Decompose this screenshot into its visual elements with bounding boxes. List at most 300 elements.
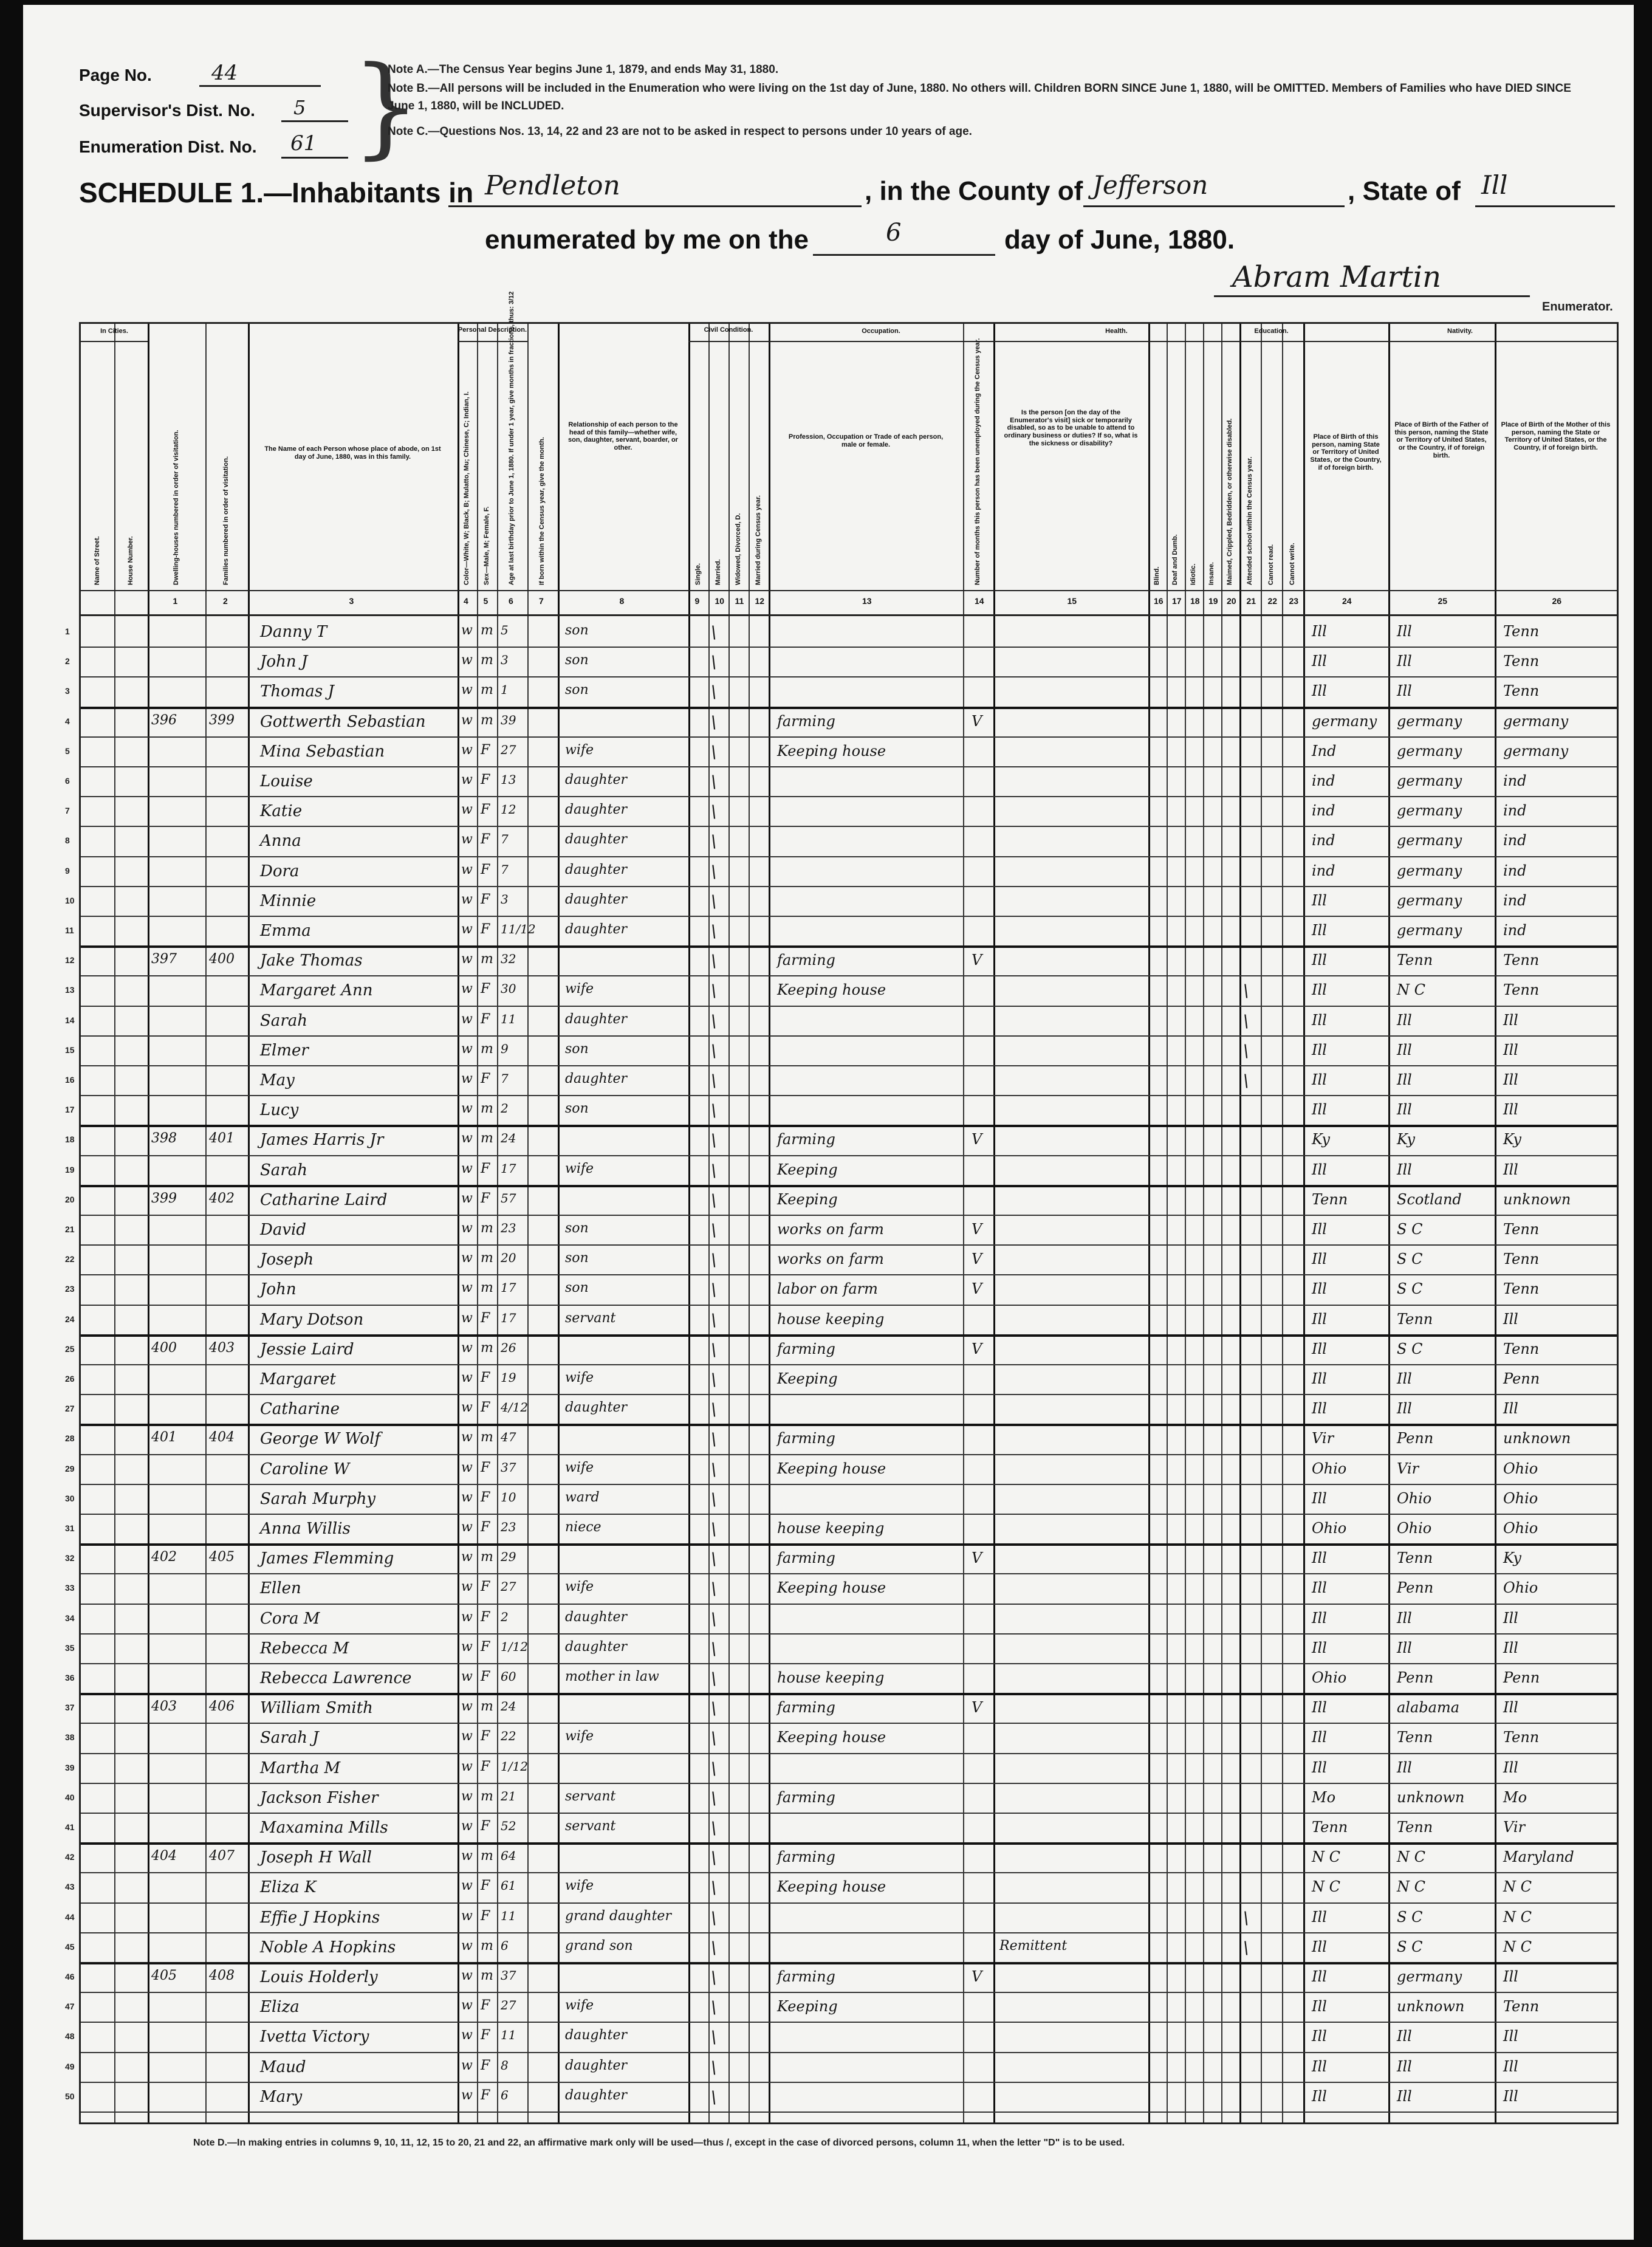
table-row	[65, 1543, 1617, 1574]
birth-place-cell: Ind	[1312, 742, 1337, 760]
relationship-cell: ward	[565, 1489, 600, 1505]
relationship-cell: son	[565, 1041, 589, 1057]
age-cell: 29	[501, 1549, 516, 1565]
person-name: Jake Thomas	[260, 952, 363, 970]
age-cell: 1/12	[501, 1758, 528, 1774]
header-rule	[1303, 341, 1617, 342]
unemployed-mark: V	[972, 1280, 982, 1298]
state-line	[1475, 205, 1615, 207]
sex-cell: F	[481, 2087, 490, 2103]
mother-birth-place-cell: Tenn	[1503, 682, 1540, 700]
table-row	[65, 1334, 1617, 1365]
civil-mark: \	[711, 1698, 717, 1719]
civil-mark: \	[711, 2027, 717, 2048]
header-insane: Insane.	[1208, 562, 1215, 585]
birth-place-cell: Ill	[1312, 2087, 1327, 2105]
age-cell: 23	[501, 1221, 516, 1235]
family-number: 406	[209, 1699, 235, 1715]
sex-cell: F	[481, 1729, 490, 1744]
color-cell: w	[461, 1609, 473, 1625]
birth-place-cell: Ill	[1312, 1310, 1327, 1328]
civil-mark: \	[711, 1878, 717, 1898]
relationship-cell: son	[565, 623, 589, 638]
age-cell: 52	[501, 1819, 516, 1833]
person-name: Thomas J	[260, 682, 334, 701]
sex-cell: m	[481, 1131, 493, 1147]
age-cell: 2	[501, 1101, 509, 1116]
sex-cell: F	[481, 1071, 490, 1086]
family-number: 407	[209, 1848, 235, 1864]
person-name: Gottwerth Sebastian	[260, 712, 426, 731]
line-number: 27	[65, 1404, 75, 1414]
civil-mark: \	[711, 1818, 717, 1838]
supervisor-district-line	[281, 120, 348, 122]
mother-birth-place-cell: N C	[1503, 1878, 1532, 1896]
table-row	[65, 1006, 1617, 1037]
sex-cell: F	[481, 772, 490, 787]
table-row	[65, 1095, 1617, 1127]
occupation-cell: Keeping house	[777, 742, 886, 760]
father-birth-place-cell: Ill	[1397, 1071, 1412, 1088]
color-cell: w	[461, 862, 473, 877]
civil-mark: \	[711, 1788, 717, 1808]
civil-mark: \	[711, 1399, 717, 1420]
color-cell: w	[461, 1788, 473, 1804]
person-name: Danny T	[260, 623, 327, 641]
color-cell: w	[461, 1908, 473, 1924]
dwelling-number: 405	[151, 1968, 177, 1983]
unemployed-mark: V	[972, 1250, 982, 1268]
sex-cell: m	[481, 952, 493, 967]
occupation-cell: farming	[777, 1549, 835, 1567]
enumerator-label: Enumerator.	[1542, 300, 1613, 314]
month-year: day of June, 1880.	[1004, 225, 1235, 255]
color-cell: w	[461, 1041, 473, 1057]
relationship-cell: servant	[565, 1819, 616, 1834]
header-married-year: Married during Census year.	[754, 495, 762, 585]
enumerator-signature: Abram Martin	[1232, 260, 1441, 294]
father-birth-place-cell: N C	[1397, 1848, 1425, 1866]
age-cell: 6	[501, 2087, 509, 2102]
civil-mark: \	[711, 1519, 717, 1539]
table-row	[65, 1305, 1617, 1337]
line-number: 11	[65, 925, 74, 935]
color-cell: w	[461, 1400, 473, 1416]
color-cell: w	[461, 1699, 473, 1715]
column-number: 2	[223, 596, 228, 606]
relationship-cell: daughter	[565, 772, 627, 787]
table-row	[65, 2082, 1617, 2113]
enumerator-line	[1214, 295, 1530, 297]
sex-cell: F	[481, 1998, 490, 2014]
table-row	[65, 1633, 1617, 1664]
dwelling-number: 399	[151, 1190, 177, 1206]
civil-mark: \	[711, 861, 717, 882]
age-cell: 39	[501, 712, 516, 727]
header-blind: Blind.	[1153, 566, 1160, 585]
father-birth-place-cell: germany	[1397, 862, 1462, 879]
mother-birth-place-cell: Ill	[1503, 1041, 1518, 1058]
line-number: 25	[65, 1343, 75, 1354]
person-name: John	[260, 1280, 296, 1299]
birth-place-cell: Ill	[1312, 653, 1327, 670]
father-birth-place-cell: Ill	[1397, 1370, 1412, 1387]
school-mark: \	[1243, 1907, 1249, 1928]
age-cell: 17	[501, 1280, 516, 1295]
civil-mark: \	[711, 1669, 717, 1689]
civil-mark: \	[711, 921, 717, 941]
birth-place-cell: ind	[1312, 862, 1335, 879]
sex-cell: m	[481, 1221, 493, 1236]
table-row	[65, 1424, 1617, 1455]
person-name: Katie	[260, 802, 303, 821]
civil-mark: \	[711, 1728, 717, 1749]
birth-place-cell: Ky	[1312, 1131, 1330, 1148]
table-row	[65, 1274, 1617, 1305]
relationship-cell: wife	[565, 1579, 594, 1595]
relationship-cell: daughter	[565, 802, 627, 818]
header-father-birth: Place of Birth of the Father of this person, naming the State or Territory of United States, or the Country, if of foreign birth.	[1394, 421, 1489, 459]
age-cell: 37	[501, 1968, 516, 1983]
person-name: Maxamina Mills	[260, 1819, 388, 1837]
civil-mark: \	[711, 1937, 717, 1958]
sex-cell: F	[481, 1579, 490, 1595]
table-row	[65, 1185, 1617, 1216]
supervisor-district-label: Supervisor's Dist. No.	[79, 101, 255, 120]
person-name: Louis Holderly	[260, 1968, 378, 1986]
person-name: Catharine Laird	[260, 1190, 388, 1209]
sex-cell: m	[481, 623, 493, 638]
civil-mark: \	[711, 1758, 717, 1779]
father-birth-place-cell: Tenn	[1397, 1310, 1433, 1328]
mother-birth-place-cell: Tenn	[1503, 1250, 1540, 1268]
birth-place-cell: Ill	[1312, 981, 1327, 999]
sex-cell: m	[481, 1699, 493, 1715]
age-cell: 3	[501, 891, 509, 907]
age-cell: 30	[501, 981, 516, 997]
footer-note: Note D.—In making entries in columns 9, 10, 11, 12, 15 to 20, 21 and 22, an affirmative mark only will be used—thus /, except in the case of divorced persons, column 11, when the letter "D" is to be used.	[193, 2138, 1125, 2148]
mother-birth-place-cell: Ohio	[1503, 1460, 1538, 1477]
mother-birth-place-cell: Ill	[1503, 1400, 1518, 1418]
family-number: 403	[209, 1340, 235, 1356]
person-name: Lucy	[260, 1101, 299, 1120]
father-birth-place-cell: germany	[1397, 712, 1462, 730]
birth-place-cell: Ill	[1312, 1758, 1327, 1776]
sex-cell: m	[481, 1968, 493, 1983]
header-occupation: Profession, Occupation or Trade of each person, male or female.	[788, 433, 944, 448]
color-cell: w	[461, 1430, 473, 1446]
table-row	[65, 1394, 1617, 1426]
mother-birth-place-cell: ind	[1503, 832, 1527, 849]
column-number: 1	[173, 596, 178, 606]
page-number-label: Page No.	[79, 66, 152, 84]
age-cell: 27	[501, 1998, 516, 2013]
mother-birth-place-cell: Tenn	[1503, 981, 1540, 999]
person-name: Eliza K	[260, 1878, 317, 1897]
line-number: 38	[65, 1732, 75, 1743]
civil-mark: \	[711, 2087, 717, 2107]
table-row	[65, 736, 1617, 767]
table-row	[65, 826, 1617, 857]
table-row	[65, 2022, 1617, 2053]
person-name: Sarah J	[260, 1729, 319, 1748]
line-number: 42	[65, 1852, 75, 1862]
color-cell: w	[461, 1161, 473, 1176]
header-maimed: Maimed, Crippled, Bedridden, or otherwise disabled.	[1226, 418, 1233, 585]
relationship-cell: wife	[565, 1370, 594, 1385]
table-row	[65, 1484, 1617, 1515]
header-months-unemployed: Number of months this person has been unemployed during the Census year.	[974, 338, 981, 585]
birth-place-cell: Ill	[1312, 1221, 1327, 1238]
person-name: Mary Dotson	[260, 1310, 364, 1329]
civil-mark: \	[711, 2057, 717, 2077]
state-value: Ill	[1481, 170, 1508, 200]
civil-mark: \	[711, 772, 717, 792]
dwelling-number: 401	[151, 1430, 177, 1446]
sex-cell: m	[481, 1041, 493, 1057]
table-row	[65, 1604, 1617, 1635]
color-cell: w	[461, 1729, 473, 1744]
birth-place-cell: Ill	[1312, 1101, 1327, 1119]
birth-place-cell: Ill	[1312, 1549, 1327, 1567]
sex-cell: F	[481, 1878, 490, 1894]
father-birth-place-cell: N C	[1397, 1878, 1425, 1896]
line-number: 31	[65, 1523, 75, 1533]
birth-place-cell: N C	[1312, 1848, 1340, 1866]
line-number: 26	[65, 1374, 75, 1384]
birth-place-cell: Tenn	[1312, 1819, 1348, 1836]
mother-birth-place-cell: germany	[1503, 712, 1569, 730]
father-birth-place-cell: Penn	[1397, 1430, 1434, 1447]
relationship-cell: grand daughter	[565, 1908, 671, 1924]
supervisor-district-value: 5	[293, 96, 306, 119]
enumeration-district-label: Enumeration Dist. No.	[79, 137, 257, 156]
sex-cell: F	[481, 1609, 490, 1625]
mother-birth-place-cell: ind	[1503, 922, 1527, 939]
age-cell: 7	[501, 1071, 509, 1086]
civil-mark: \	[711, 712, 717, 732]
color-cell: w	[461, 2087, 473, 2103]
table-row	[65, 1902, 1617, 1933]
civil-mark: \	[711, 801, 717, 822]
relationship-cell: mother in law	[565, 1669, 659, 1684]
line-number: 13	[65, 985, 75, 995]
person-name: Cora M	[260, 1609, 320, 1628]
person-name: Ellen	[260, 1579, 301, 1598]
header-relationship: Relationship of each person to the head of this family—whether wife, son, daughter, servant, boarder, or other.	[568, 421, 678, 451]
table-row	[65, 1215, 1617, 1246]
table-row	[65, 676, 1617, 708]
state-label: , State of	[1348, 176, 1461, 206]
sex-cell: F	[481, 1669, 490, 1684]
table-row	[65, 1573, 1617, 1604]
father-birth-place-cell: Vir	[1397, 1460, 1419, 1477]
age-cell: 17	[501, 1161, 516, 1176]
civil-mark: \	[711, 831, 717, 852]
father-birth-place-cell: unknown	[1397, 1998, 1465, 2015]
mother-birth-place-cell: Mo	[1503, 1788, 1527, 1806]
line-number: 44	[65, 1912, 75, 1922]
header-mother-birth: Place of Birth of the Mother of this person, naming the State or Territory of United States, or the Country, if of foreign birth.	[1501, 421, 1611, 451]
note-b: Note B.—All persons will be included in the Enumeration who were living on the 1st day of June, 1880. No others will. Children BORN SINCE June 1, 1880, will be OMITTED. Members of Families who have DIED SINCE June 1, 1880, will be INCLUDED.	[388, 82, 1571, 112]
civil-mark: \	[711, 1250, 717, 1271]
birth-place-cell: Ill	[1312, 1489, 1327, 1507]
sex-cell: F	[481, 981, 490, 997]
header-education-group: Education.	[1254, 328, 1289, 335]
birth-place-cell: Ill	[1312, 682, 1327, 700]
person-name: Maud	[260, 2057, 306, 2076]
header-street: Name of Street.	[93, 536, 101, 585]
birth-place-cell: N C	[1312, 1878, 1340, 1896]
page-number-value: 44	[211, 61, 238, 85]
father-birth-place-cell: Penn	[1397, 1669, 1434, 1686]
color-cell: w	[461, 1280, 473, 1296]
relationship-cell: daughter	[565, 1639, 627, 1655]
table-row	[65, 886, 1617, 917]
father-birth-place-cell: Ill	[1397, 1161, 1412, 1178]
schedule-title: SCHEDULE 1.—Inhabitants in	[79, 177, 474, 208]
civil-mark: \	[711, 891, 717, 911]
column-number: 24	[1342, 596, 1352, 606]
line-number: 48	[65, 2031, 75, 2042]
age-cell: 57	[501, 1190, 516, 1206]
sex-cell: m	[481, 1788, 493, 1804]
unemployed-mark: V	[972, 1699, 982, 1717]
color-cell: w	[461, 623, 473, 638]
header-school: Attended school within the Census year.	[1246, 456, 1253, 585]
color-cell: w	[461, 742, 473, 758]
mother-birth-place-cell: N C	[1503, 1908, 1532, 1926]
table-row	[65, 1155, 1617, 1187]
father-birth-place-cell: germany	[1397, 772, 1462, 789]
birth-place-cell: Ill	[1312, 1280, 1327, 1298]
father-birth-place-cell: Ill	[1397, 653, 1412, 670]
occupation-cell: farming	[777, 1131, 835, 1148]
age-cell: 11/12	[501, 922, 536, 936]
header-rule	[81, 614, 1617, 616]
line-number: 30	[65, 1493, 75, 1503]
age-cell: 11	[501, 2028, 516, 2043]
mother-birth-place-cell: Tenn	[1503, 1729, 1540, 1746]
column-number: 13	[862, 596, 872, 606]
person-name: Louise	[260, 772, 313, 791]
header-sex: Sex—Male, M; Female, F.	[482, 506, 490, 585]
color-cell: w	[461, 922, 473, 937]
color-cell: w	[461, 1669, 473, 1684]
color-cell: w	[461, 952, 473, 967]
person-name: Joseph H Wall	[260, 1848, 372, 1867]
line-number: 43	[65, 1882, 75, 1892]
father-birth-place-cell: Ill	[1397, 623, 1412, 640]
relationship-cell: daughter	[565, 891, 627, 907]
school-mark: \	[1243, 1010, 1249, 1031]
table-row	[65, 1932, 1617, 1964]
age-cell: 3	[501, 653, 509, 668]
header-sickness: Is the person [on the day of the Enumerator's visit] sick or temporarily disabled, so as to be unable to attend to ordinary business or duties? If so, what is the sickness or disability?	[1004, 409, 1138, 447]
birth-place-cell: Ill	[1312, 1400, 1327, 1418]
age-cell: 22	[501, 1729, 516, 1744]
age-cell: 27	[501, 742, 516, 757]
person-name: David	[260, 1221, 306, 1239]
age-cell: 37	[501, 1460, 516, 1475]
table-row	[65, 945, 1617, 976]
unemployed-mark: V	[972, 712, 982, 730]
age-cell: 11	[501, 1908, 516, 1923]
line-number: 45	[65, 1941, 75, 1952]
age-cell: 7	[501, 832, 509, 847]
civil-mark: \	[711, 1100, 717, 1121]
table-row	[65, 1125, 1617, 1156]
father-birth-place-cell: Ohio	[1397, 1489, 1432, 1507]
column-number: 10	[715, 596, 725, 606]
header-rule	[81, 590, 1617, 591]
civil-mark: \	[711, 1579, 717, 1599]
line-number: 19	[65, 1164, 75, 1175]
family-number: 408	[209, 1968, 235, 1983]
column-number: 26	[1552, 596, 1562, 606]
school-mark: \	[1243, 981, 1249, 1001]
mother-birth-place-cell: Ill	[1503, 1101, 1518, 1119]
birth-place-cell: Ohio	[1312, 1520, 1347, 1537]
person-name: Dora	[260, 862, 300, 880]
age-cell: 10	[501, 1489, 516, 1504]
person-name: John J	[260, 653, 308, 671]
mother-birth-place-cell: Ill	[1503, 1968, 1518, 1985]
line-number: 15	[65, 1045, 75, 1055]
family-number: 402	[209, 1190, 235, 1206]
mother-birth-place-cell: ind	[1503, 862, 1527, 879]
line-number: 4	[65, 716, 70, 726]
table-row	[65, 2052, 1617, 2083]
line-number: 33	[65, 1583, 75, 1593]
census-table	[65, 291, 1619, 2124]
father-birth-place-cell: Scotland	[1397, 1190, 1462, 1208]
father-birth-place-cell: Ill	[1397, 1400, 1412, 1418]
relationship-cell: son	[565, 653, 589, 668]
relationship-cell: daughter	[565, 2028, 627, 2043]
color-cell: w	[461, 1190, 473, 1206]
person-name: Rebecca M	[260, 1639, 349, 1658]
school-mark: \	[1243, 1040, 1249, 1061]
sex-cell: F	[481, 1190, 490, 1206]
color-cell: w	[461, 981, 473, 997]
table-row	[65, 1663, 1617, 1695]
civil-mark: \	[711, 1339, 717, 1360]
header-rule	[81, 341, 148, 342]
person-name: Mina Sebastian	[260, 742, 385, 761]
relationship-cell: son	[565, 682, 589, 698]
person-name: Sarah	[260, 1161, 307, 1179]
mother-birth-place-cell: Ill	[1503, 1310, 1518, 1328]
birth-place-cell: Ill	[1312, 1579, 1327, 1597]
color-cell: w	[461, 1489, 473, 1505]
mother-birth-place-cell: Maryland	[1503, 1848, 1574, 1866]
color-cell: w	[461, 1071, 473, 1086]
father-birth-place-cell: germany	[1397, 742, 1462, 760]
father-birth-place-cell: S C	[1397, 1938, 1423, 1955]
sex-cell: F	[481, 1011, 490, 1027]
table-row	[65, 647, 1617, 678]
person-name: Jessie Laird	[260, 1340, 354, 1359]
table-row	[65, 1872, 1617, 1903]
color-cell: w	[461, 1221, 473, 1236]
table-row	[65, 1244, 1617, 1275]
column-number: 9	[694, 596, 700, 606]
father-birth-place-cell: Ill	[1397, 1609, 1412, 1627]
civil-mark: \	[711, 1459, 717, 1480]
father-birth-place-cell: Penn	[1397, 1579, 1434, 1597]
mother-birth-place-cell: Ill	[1503, 1161, 1518, 1178]
